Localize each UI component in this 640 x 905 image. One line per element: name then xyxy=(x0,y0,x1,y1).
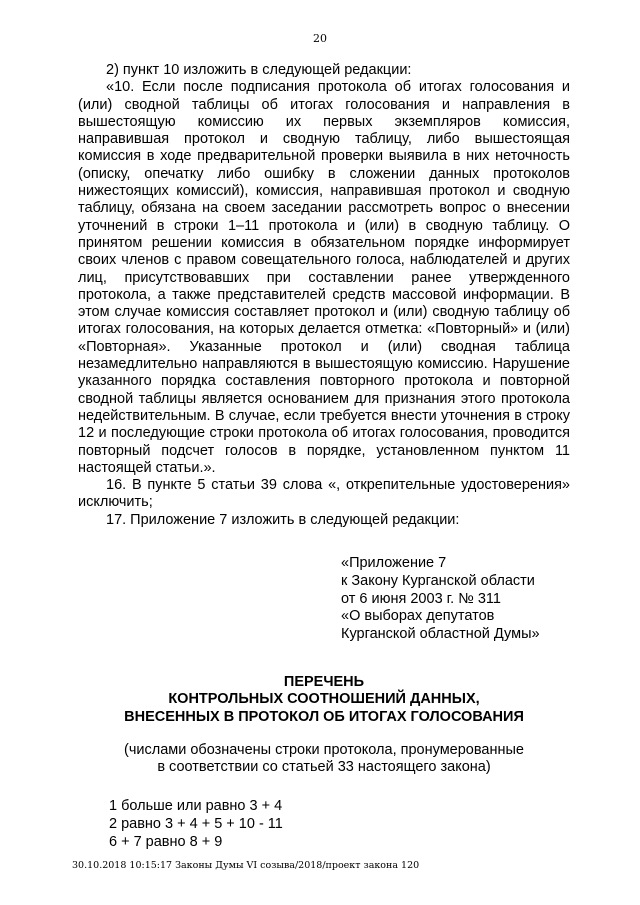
formula-item: 2 равно 3 + 4 + 5 + 10 - 11 xyxy=(109,816,283,833)
paragraph-point-17: 17. Приложение 7 изложить в следующей редакции: xyxy=(106,511,460,528)
appendix-line: «О выборах депутатов xyxy=(341,608,495,625)
appendix-line: «Приложение 7 xyxy=(341,555,447,572)
title-line: КОНТРОЛЬНЫХ СООТНОШЕНИЙ ДАННЫХ, xyxy=(168,691,480,708)
title-note xyxy=(78,742,570,777)
document-title xyxy=(78,674,570,726)
appendix-line: к Закону Курганской области xyxy=(341,572,535,589)
paragraph-point-2: 2) пункт 10 изложить в следующей редакции: xyxy=(106,62,412,78)
control-ratios-list xyxy=(109,798,570,851)
formula-item: 6 + 7 равно 8 + 9 xyxy=(109,833,223,850)
footer-path: 30.10.2018 10:15:17 Законы Думы VI созыва/2018/проект закона 120 xyxy=(72,860,420,871)
appendix-header xyxy=(341,555,570,644)
note-line: (числами обозначены строки протокола, пронумерованные xyxy=(124,741,524,758)
appendix-line: Курганской областной Думы» xyxy=(341,626,540,643)
note-line: в соответствии со статьей 33 настоящего закона) xyxy=(157,759,491,776)
title-line: ПЕРЕЧЕНЬ xyxy=(283,674,365,690)
paragraph-point-16: 16. В пункте 5 статьи 39 слова «, открепительные удостоверения» исключить; xyxy=(78,477,570,511)
title-line: ВНЕСЕННЫХ В ПРОТОКОЛ ОБ ИТОГАХ ГОЛОСОВАНИЯ xyxy=(124,708,524,725)
appendix-line: от 6 июня 2003 г. № 311 xyxy=(341,590,501,607)
paragraph-point-10-text: «10. Если после подписания протокола об итогах голосования и (или) сводной таблицы об итогах голосования и направления в вышестоящую комиссию их первых экземпляров комиссия, направившая протокол и сводную таблицу, либо вышестоящая комиссия в ходе предварительной проверки выявила в них неточность (описку, опечатку либо ошибку в сложении данных протоколов нижестоящих комиссий), комиссия, направившая протокол и сводную таблицу, обязана на своем заседании рассмотреть вопрос о внесении уточнений в строки 1–11 протокола и (или) в сводную таблицу. О принятом решении комиссия в обязательном порядке информирует своих членов с правом совещательного голоса, наблюдателей и других лиц, присутствовавших при составлении ранее утвержденного протокола, а также представителей средств массовой информации. В этом случае комиссия составляет протокол и (или) сводную таблицу об итогах голосования, на которых делается отметка: «Повторный» и (или) «Повторная». Указанные протокол и (или) сводная таблица незамедлительно направляются в вышестоящую комиссию. Нарушение указанного порядка составления повторного протокола и повторной сводной таблицы является основанием для признания этого протокола недействительным. В случае, если требуется внести уточнения в строку 12 и последующие строки протокола об итогах голосования, проводится повторный подсчет голосов в порядке, установленном пунктом 11 настоящей статьи.». xyxy=(78,79,570,476)
formula-item: 1 больше или равно 3 + 4 xyxy=(109,798,283,815)
page-number: 20 xyxy=(313,32,327,45)
document-body xyxy=(78,62,570,851)
